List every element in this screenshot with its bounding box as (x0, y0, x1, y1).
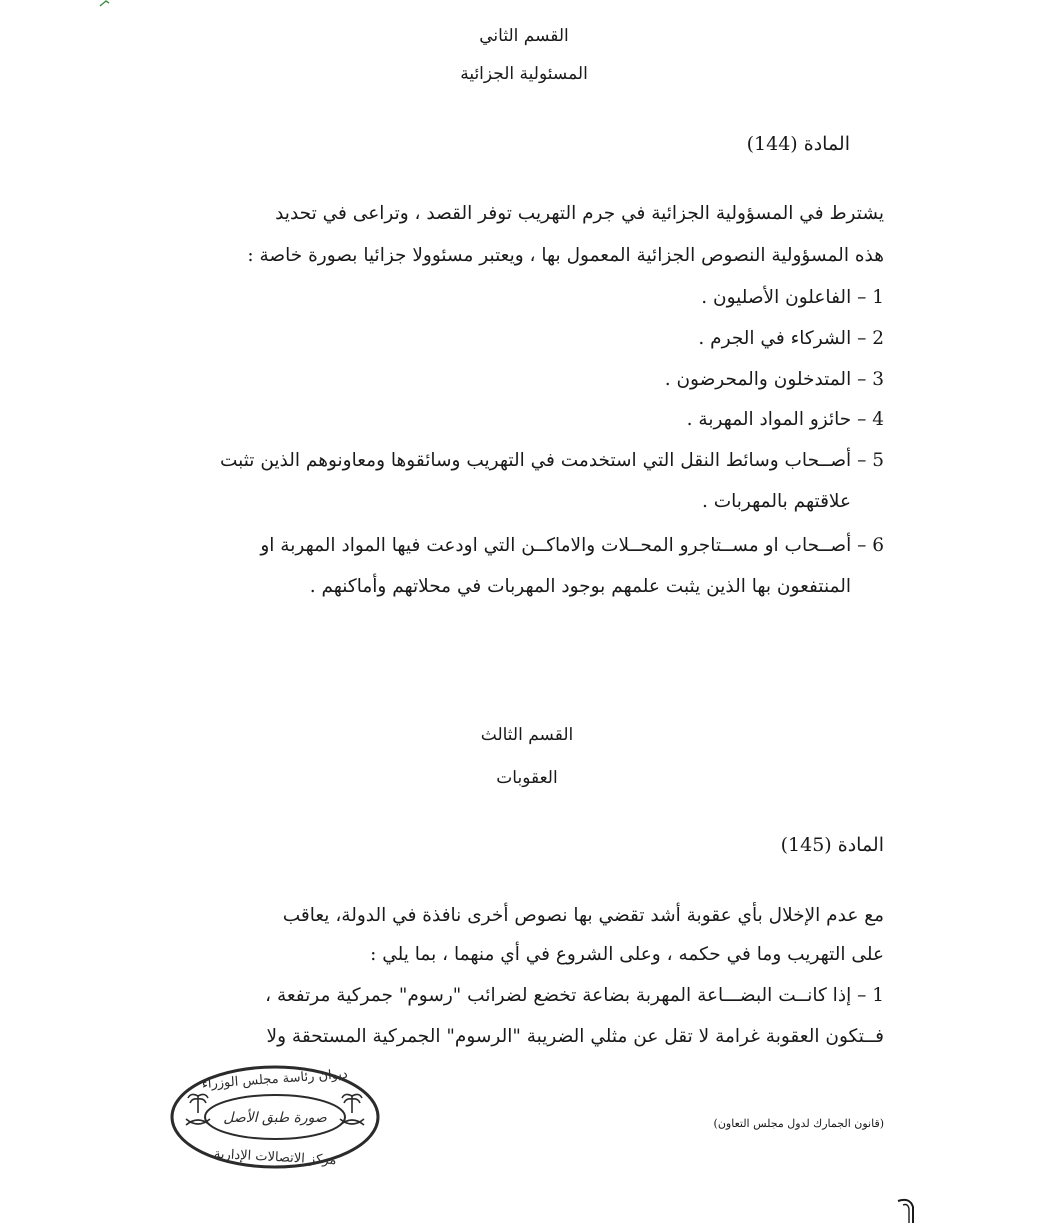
stamp-bottom-text: مركز الاتصالات الإدارية (213, 1146, 337, 1169)
stamp-top-text: ديوان رئاسة مجلس الوزراء (201, 1066, 349, 1093)
section-two-heading: القسم الثاني (479, 26, 569, 46)
section-three-heading: القسم الثالث (480, 725, 574, 745)
footer-reference: (قانون الجمارك لدول مجلس التعاون) (713, 1117, 884, 1130)
page-curl-mark (894, 1195, 920, 1223)
article-144-item-6: 6 – أصــحاب او مســتاجرو المحــلات والاماكــن التي اودعت فيها المواد المهربة او (260, 535, 884, 556)
article-144-item-6-cont: المنتفعون بها الذين يثبت علمهم بوجود المهربات في محلاتهم وأماكنهم . (309, 576, 851, 597)
article-145-item-1: 1 – إذا كانــت البضـــاعة المهربة بضاعة تخضع لضرائب "رسوم" جمركية مرتفعة ، (265, 985, 884, 1006)
article-144-line-2: هذه المسؤولية النصوص الجزائية المعمول بها ، ويعتبر مسئوولا جزائيا بصورة خاصة : (247, 245, 884, 266)
official-stamp (168, 1063, 382, 1171)
article-144-item-2: 2 – الشركاء في الجرم . (698, 328, 884, 349)
section-two-title: المسئولية الجزائية (460, 64, 588, 84)
article-144-item-5: 5 – أصــحاب وسائط النقل التي استخدمت في التهريب وسائقوها ومعاونوهم الذين تثبت (219, 450, 884, 471)
article-145-item-1-cont: فــتكون العقوبة غرامة لا تقل عن مثلي الضريبة "الرسوم" الجمركية المستحقة ولا (266, 1026, 884, 1047)
article-144-line-1: يشترط في المسؤولية الجزائية في جرم التهريب توفر القصد ، وتراعى في تحديد (275, 203, 884, 224)
article-144-item-3: 3 – المتدخلون والمحرضون . (664, 369, 884, 390)
article-145-line-1: مع عدم الإخلال بأي عقوبة أشد تقضي بها نصوص أخرى نافذة في الدولة، يعاقب (282, 905, 884, 926)
article-145-label: المادة (145) (780, 834, 884, 856)
article-144-item-4: 4 – حائزو المواد المهربة . (686, 409, 884, 430)
stamp-center-text: صورة طبق الأصل (223, 1110, 327, 1126)
article-144-label: المادة (144) (746, 133, 850, 155)
article-144-item-5-cont: علاقتهم بالمهربات . (701, 491, 851, 512)
article-144-item-1: 1 – الفاعلون الأصليون . (701, 287, 884, 308)
article-145-line-2: على التهريب وما في حكمه ، وعلى الشروع في أي منهما ، بما يلي : (370, 944, 884, 965)
scan-mark-top (98, 0, 112, 10)
section-three-title: العقوبات (496, 768, 558, 788)
